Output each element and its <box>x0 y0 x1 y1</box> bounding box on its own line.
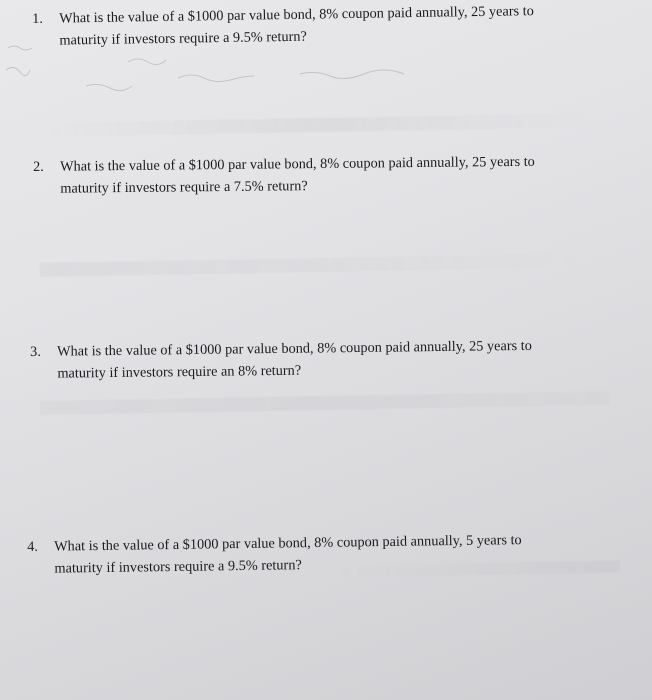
bleed-through-text <box>40 391 610 415</box>
bleed-through-text <box>40 113 600 137</box>
question-number: 1. <box>32 10 44 27</box>
question-text-line-2: maturity if investors require an 8% return? <box>57 362 302 382</box>
question-text-line-2: maturity if investors require a 7.5% return? <box>60 178 308 197</box>
question-text-line-1: What is the value of a $1000 par value bond, 8% coupon paid annually, 25 years to <box>57 337 532 360</box>
bleed-through-text <box>330 560 620 577</box>
question-number: 3. <box>30 343 41 360</box>
question-text-line-2: maturity if investors require a 9.5% return? <box>59 28 307 49</box>
question-text-line-1: What is the value of a $1000 par value bond, 8% coupon paid annually, 25 years to <box>59 3 534 27</box>
question-text-line-1: What is the value of a $1000 par value bond, 8% coupon paid annually, 5 years to <box>54 532 522 555</box>
question-number: 4. <box>27 538 38 555</box>
question-number: 2. <box>33 158 44 175</box>
question-text-line-2: maturity if investors require a 9.5% return? <box>54 557 302 577</box>
bleed-through-text <box>40 253 600 277</box>
question-text-line-1: What is the value of a $1000 par value bond, 8% coupon paid annually, 25 years to <box>60 153 535 175</box>
